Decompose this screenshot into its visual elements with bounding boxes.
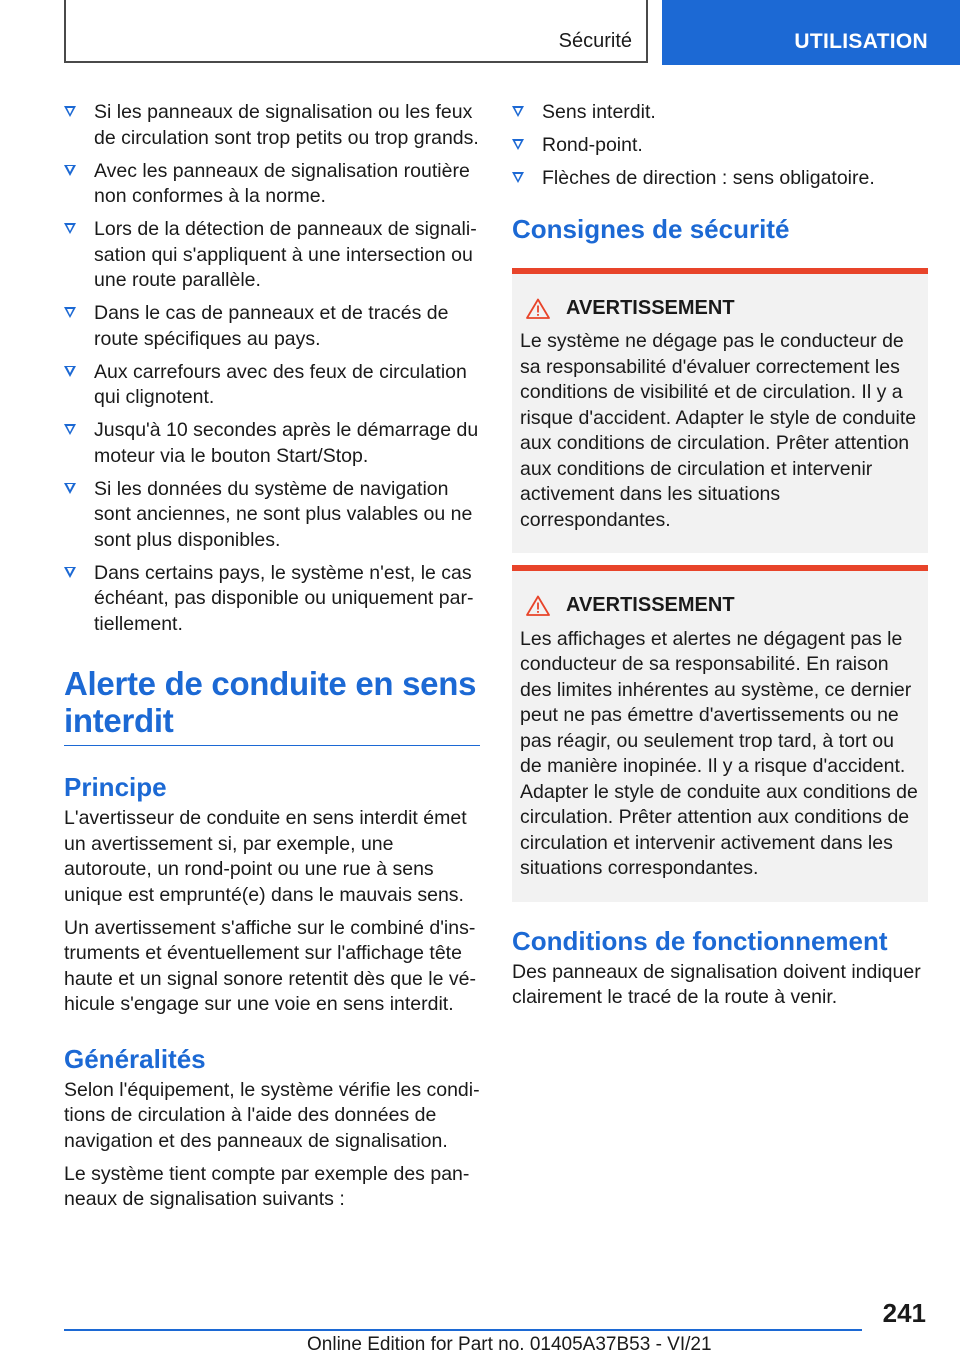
warning-box-1 [512,268,928,554]
consignes-heading: Consignes de sécurité [512,213,790,244]
principe-heading: Principe [64,772,167,802]
list-item: Si les données du système de navigation sont anciennes, ne sont plus valables ou ne sont plus disponibles. [64,477,480,554]
warning-box-2 [512,565,928,902]
left-column [64,100,480,1220]
generalites-paragraph-1: Selon l'équipement, le système vérifie les conditions de circulation à l'aide des données de navigation et des panneaux de signalisation. [64,1078,480,1152]
chapter-tab-label: UTILISATION [794,30,928,53]
list-item: Jusqu'à 10 secondes après le démarrage du moteur via le bouton Start/Stop. [64,418,480,469]
chapter-title: Alerte de conduite en sens interdit [64,665,480,746]
list-item: Rond-point. [512,133,928,159]
principe-paragraph-2: Un avertissement s'affiche sur le combiné d'instruments et éventuellement sur l'affichage tête haute et un signal sonore retentit dès que le véhicule s'engage sur une voie en sens interdit. [64,916,476,1015]
edition-label: Online Edition for Part no. 01405A37B53 - VI/21 [307,1334,712,1355]
triangle-bullet-icon [512,106,524,117]
road-signs-list [512,100,928,192]
list-item: Si les panneaux de signalisation ou les feux de circulation sont trop petits ou trop grands. [64,100,480,151]
triangle-bullet-icon [512,172,524,183]
generalites-paragraph-2: Le système tient compte par exemple des panneaux de signalisation suivants : [64,1162,470,1210]
warning-title: AVERTISSEMENT [566,296,735,319]
chapter-tab[interactable] [662,0,960,65]
triangle-bullet-icon [64,483,76,494]
triangle-bullet-icon [64,223,76,234]
conditions-paragraph: Des panneaux de signalisation doivent indiquer clairement le tracé de la route à venir. [512,960,921,1008]
warning-text: Le système ne dégage pas le conducteur de sa responsabilité d'évaluer correctement les conditions de visibilité et de circulation. Il y a risque d'accident. Adapter le style de conduite aux conditions de circulation. Prêter attention aux conditions de circulation et intervenir activement dans les situations correspondantes. [520,330,917,531]
triangle-bullet-icon [512,139,524,150]
list-item: Lors de la détection de panneaux de signalisation qui s'appliquent à une intersection ou une route parallèle. [64,217,480,294]
right-column [512,100,928,1018]
list-item: Dans certains pays, le système n'est, le cas échéant, pas disponible ou uniquement partiellement. [64,561,480,638]
limitations-list [64,100,480,637]
generalites-heading: Généralités [64,1043,206,1074]
footer-divider [64,1329,862,1331]
list-item: Flèches de direction : sens obligatoire. [512,166,928,192]
page-number: 241 [882,1298,926,1328]
triangle-bullet-icon [64,165,76,176]
triangle-bullet-icon [64,424,76,435]
warning-text: Les affichages et alertes ne dégagent pas le conducteur de sa responsabilité. En raison des limites inhérentes au système, ce dernier peut ne pas émettre d'avertissements ou ne pas réagir, ou seulement trop tard, à tort ou de manière inopinée. Il y a risque d'accident. Adapter le style de conduite aux conditions de circulation. Prêter attention aux conditions de circulation et intervenir activement dans les situations correspondantes. [520,627,918,879]
list-item: Dans le cas de panneaux et de tracés de route spécifiques au pays. [64,301,480,352]
triangle-bullet-icon [64,567,76,578]
warning-title: AVERTISSEMENT [566,594,735,616]
section-title: Sécurité [558,30,632,52]
header-frame [64,0,648,63]
principe-paragraph-1: L'avertisseur de conduite en sens interdit émet un avertissement si, par exemple, une autoroute, un rond-point ou une rue à sens unique est emprunté(e) dans le mauvais sens. [64,807,467,906]
triangle-bullet-icon [64,307,76,318]
list-item: Aux carrefours avec des feux de circulation qui clignotent. [64,360,480,411]
list-item: Sens interdit. [512,100,928,126]
warning-triangle-icon [526,298,550,319]
list-item: Avec les panneaux de signalisation routière non conformes à la norme. [64,159,480,210]
triangle-bullet-icon [64,366,76,377]
conditions-heading: Conditions de fonctionnement [512,925,888,956]
warning-triangle-icon [526,595,550,616]
triangle-bullet-icon [64,106,76,117]
